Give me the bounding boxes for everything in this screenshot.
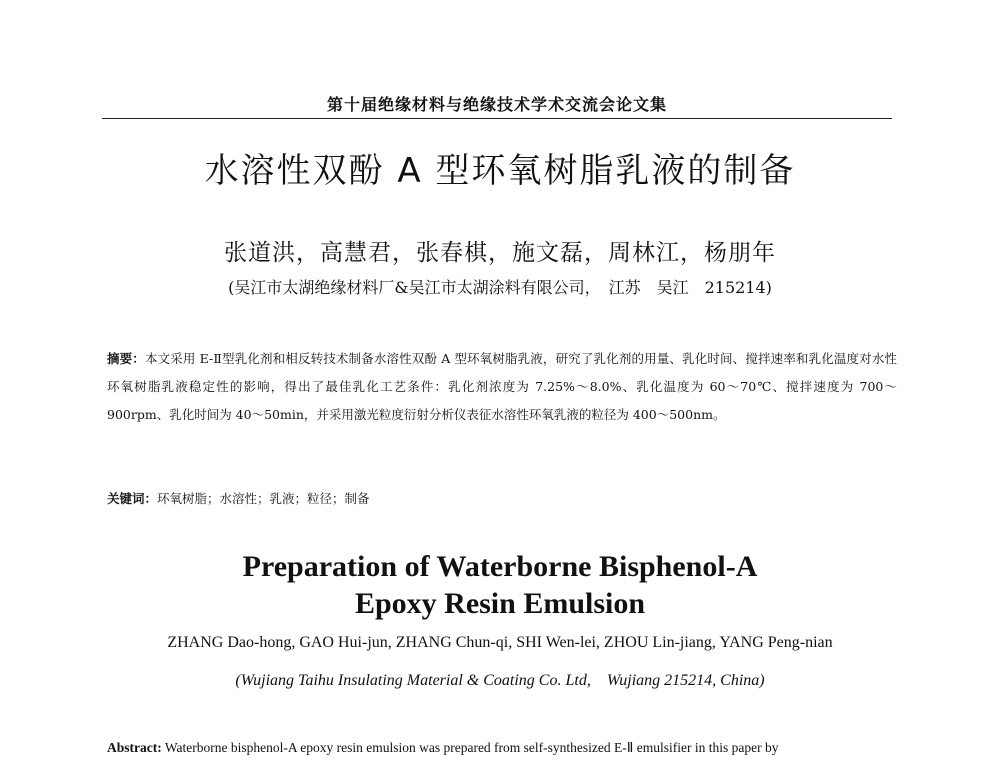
- en-abstract-text: Waterborne bisphenol-A epoxy resin emulsion was prepared from self-synthesized E-Ⅱ emulsifier in this paper by: [161, 740, 779, 755]
- header-rule: [102, 118, 892, 119]
- zh-keywords-label: 关键词：: [107, 491, 158, 506]
- zh-keywords: [107, 489, 897, 507]
- en-abstract: [107, 740, 897, 756]
- zh-keywords-text: 环氧树脂；水溶性；乳液；粒径；制备: [157, 491, 370, 506]
- running-header: 第十届绝缘材料与绝缘技术学术交流会论文集: [326, 95, 667, 114]
- en-title-line2: Epoxy Resin Emulsion: [354, 587, 646, 620]
- zh-abstract: [107, 345, 897, 429]
- zh-authors: 张道洪，高慧君，张春棋，施文磊，周林江，杨朋年: [224, 240, 776, 266]
- en-title: [0, 548, 1000, 622]
- en-abstract-label: Abstract:: [107, 740, 162, 755]
- en-affiliation: (Wujiang Taihu Insulating Material & Coating Co. Ltd, Wujiang 215214, China): [235, 672, 765, 689]
- zh-affiliation: (吴江市太湖绝缘材料厂&吴江市太湖涂料有限公司， 江苏 吴江 215214): [228, 278, 772, 297]
- zh-title: 水溶性双酚 A 型环氧树脂乳液的制备: [204, 151, 796, 191]
- zh-abstract-label: 摘要：: [107, 351, 145, 366]
- zh-abstract-text: 本文采用 E-Ⅱ型乳化剂和相反转技术制备水溶性双酚 A 型环氧树脂乳液，研究了乳化剂的用量、乳化时间、搅拌速率和乳化温度对水性环氧树脂乳液稳定性的影响，得出了最佳乳化工艺条件：乳化剂浓度为 7.25%～8.0%、乳化温度为 60～70℃、搅拌速度为 700～900rpm、乳化时间为 40～50min，并采用激光粒度衍射分析仪表征水溶性环氧乳液的粒径为 400～500nm。: [107, 351, 897, 422]
- en-title-line1: Preparation of Waterborne Bisphenol-A: [242, 550, 758, 583]
- en-authors: ZHANG Dao-hong, GAO Hui-jun, ZHANG Chun-qi, SHI Wen-lei, ZHOU Lin-jiang, YANG Peng-nian: [167, 634, 833, 651]
